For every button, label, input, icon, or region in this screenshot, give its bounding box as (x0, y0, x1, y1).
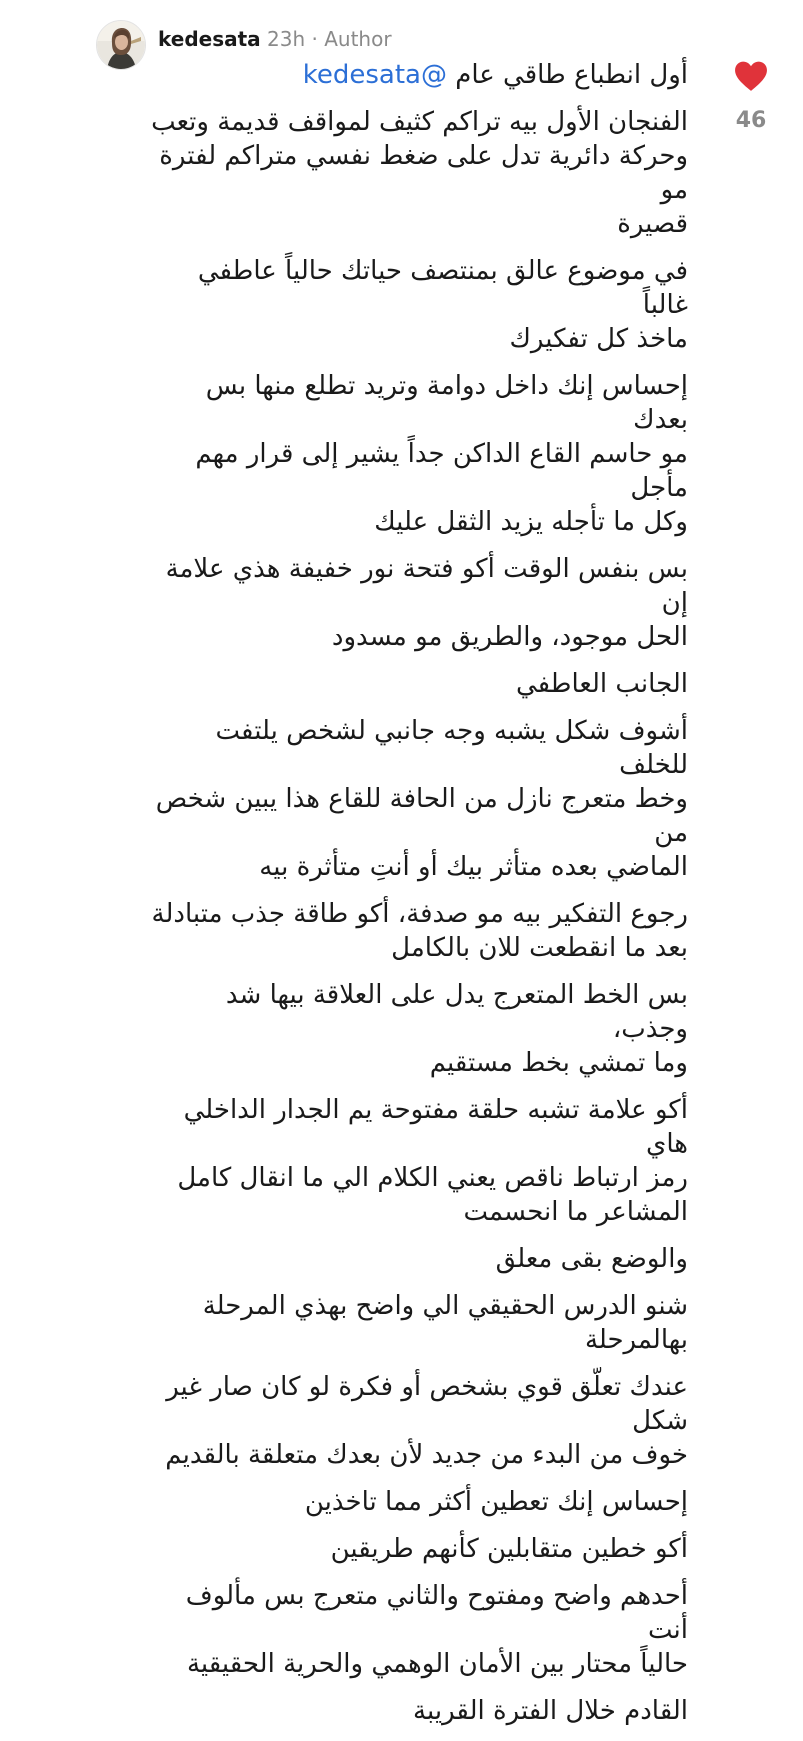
comment-paragraph: أكو خطين متقابلين كأنهم طريقين (330, 1534, 688, 1564)
comment-paragraph: رجوع التفكير بيه مو صدفة، أكو طاقة جذب متبادلة بعد ما انقطعت للان بالكامل (151, 899, 688, 963)
comment-paragraph: أحدهم واضح ومفتوح والثاني متعرج بس مألوف أنت حالياً محتار بين الأمان الوهمي والحرية الحقيقية (185, 1581, 688, 1679)
comment-paragraph: الفنجان الأول بيه تراكم كثيف لمواقف قديمة وتعب وحركة دائرية تدل على ضغط نفسي متراكم لفترة مو قصيرة (151, 107, 688, 239)
comment-paragraph: القادم خلال الفترة القريبة (413, 1696, 688, 1726)
comment-paragraph: بس بنفس الوقت أكو فتحة نور خفيفة هذي علامة إن الحل موجود، والطريق مو مسدود (165, 554, 688, 652)
username[interactable]: kedesata (158, 27, 261, 51)
like-button[interactable] (726, 60, 776, 133)
comment-paragraph: إحساس إنك داخل دوامة وتريد تطلع منها بس بعدك مو حاسم القاع الداكن جداً يشير إلى قرار مهم مأجل وكل ما تأجله يزيد الثقل عليك (195, 371, 688, 537)
comment-paragraph: أكو علامة تشبه حلقة مفتوحة يم الجدار الداخلي هاي رمز ارتباط ناقص يعني الكلام الي ما انقال كامل المشاعر ما انحسمت (177, 1095, 688, 1227)
profile-photo-icon (97, 21, 145, 69)
comment-paragraph: إحساس إنك تعطين أكثر مما تاخذين (304, 1487, 688, 1517)
meta-separator: · (311, 27, 318, 51)
heart-icon[interactable] (734, 60, 768, 92)
section-heading: الجانب العاطفي (515, 669, 688, 699)
timestamp: 23h (267, 27, 306, 51)
mention-link[interactable]: @kedesata (302, 60, 447, 90)
first-line-text: أول انطباع طاقي عام (455, 60, 688, 90)
author-badge: Author (324, 27, 392, 51)
comment-paragraph: في موضوع عالق بمنتصف حياتك حالياً عاطفي غالباً ماخذ كل تفكيرك (197, 256, 688, 354)
comment-body (148, 58, 688, 1741)
comment-header (158, 24, 392, 54)
comment-paragraph: والوضع بقى معلق (495, 1244, 688, 1274)
comment-paragraph: عندك تعلّق قوي بشخص أو فكرة لو كان صار غير شكل خوف من البدء من جديد لأن بعدك متعلقة بالقديم (165, 1372, 688, 1470)
like-count: 46 (735, 108, 767, 133)
comment-paragraph: شنو الدرس الحقيقي الي واضح بهذي المرحلة بهالمرحلة (202, 1291, 688, 1355)
comment-paragraph: بس الخط المتعرج يدل على العلاقة بيها شد وجذب، وما تمشي بخط مستقيم (225, 980, 688, 1078)
comment-paragraph: أشوف شكل يشبه وجه جانبي لشخص يلتفت للخلف وخط متعرج نازل من الحافة للقاع هذا يبين شخص من الماضي بعده متأثر بيك أو أنتِ متأثرة بيه (155, 716, 688, 882)
comment-first-line (148, 58, 688, 92)
avatar[interactable] (96, 20, 146, 70)
